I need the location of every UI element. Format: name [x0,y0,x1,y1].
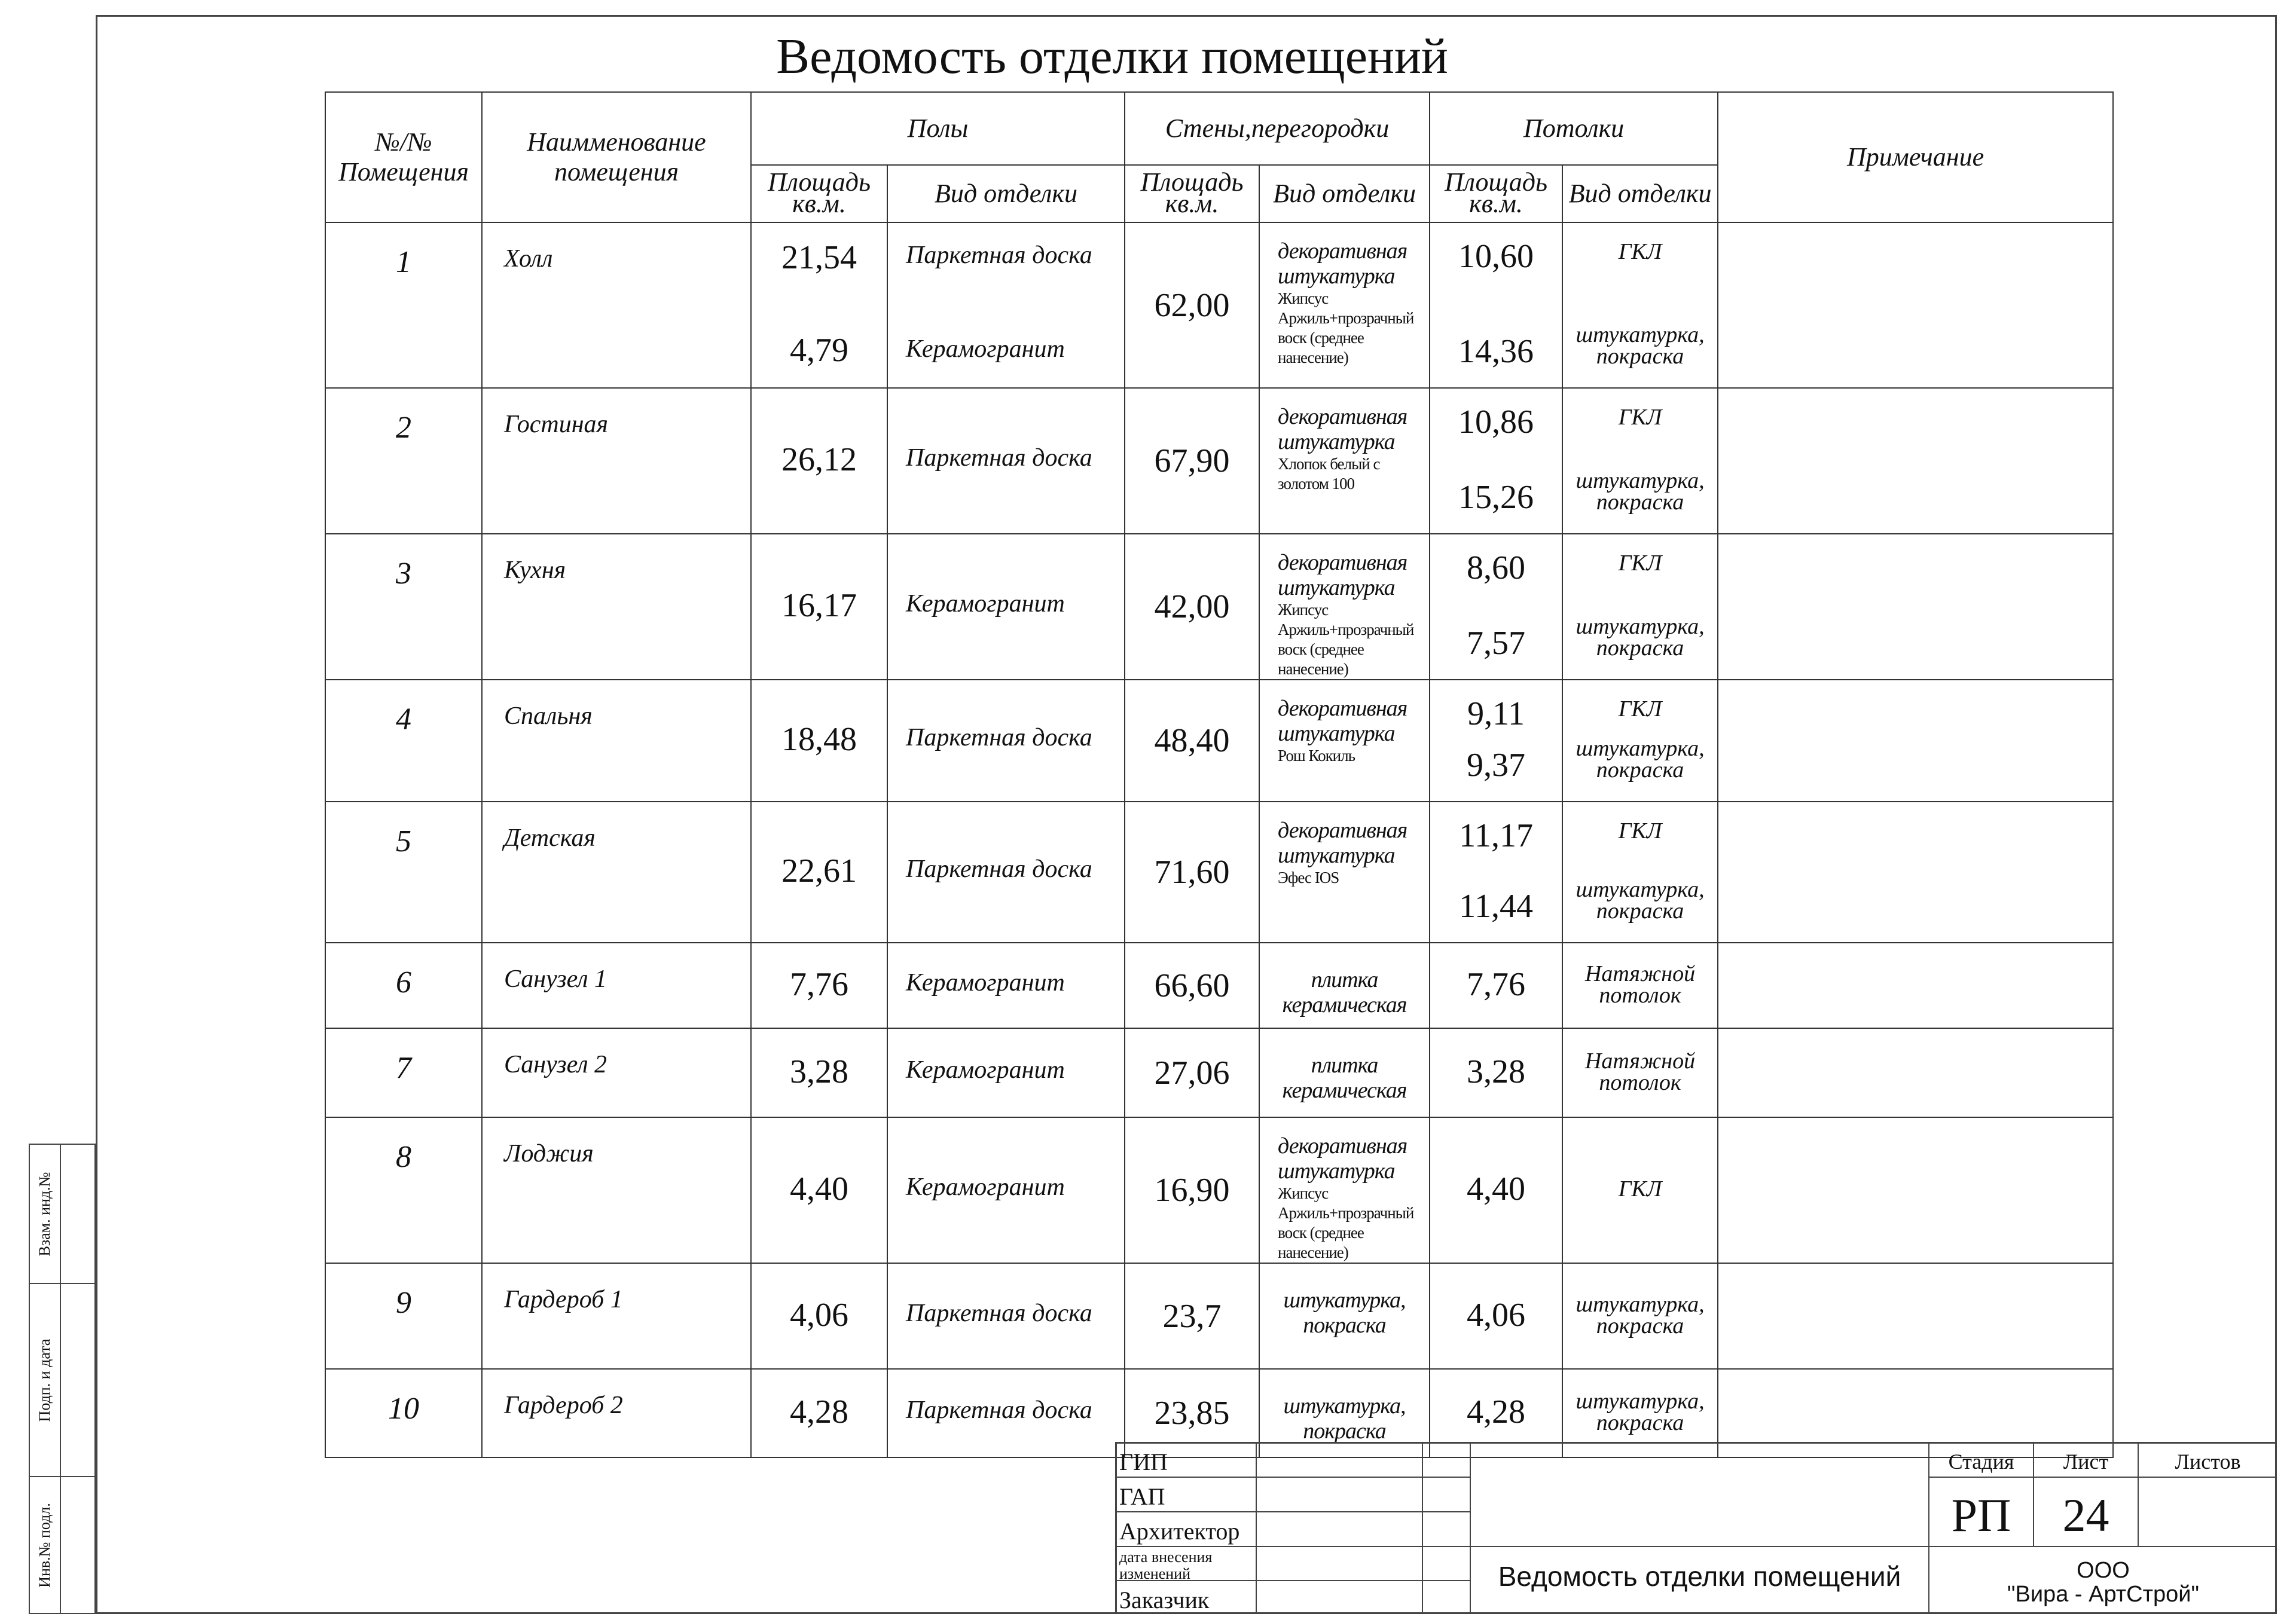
wall-finish [1259,388,1430,534]
floor-finish [887,388,1125,534]
ceiling-area-item: 11,44 [1459,888,1533,925]
row-number: 6 [325,943,482,1028]
floor-area [751,680,887,802]
floor-finish [887,1263,1125,1369]
stamp-role-customer: Заказчик [1119,1587,1210,1613]
table-row [325,943,2113,1028]
ceiling-finish-item: штукатурка, покраска [1576,322,1705,369]
side-box-sign [29,1283,96,1477]
table-row [325,1117,2113,1263]
room-name: Санузел 1 [482,943,751,1028]
header-ceilings: Потолки [1430,92,1718,165]
floor-area [751,222,887,388]
ceiling-finish [1562,680,1718,802]
header-wall-finish: Вид отделки [1259,165,1430,222]
row-number: 7 [325,1028,482,1117]
row-note [1718,534,2113,680]
wall-finish-label: декоративная штукатурка [1278,696,1407,746]
wall-finish-label: штукатурка, покраска [1283,1288,1406,1338]
row-number: 8 [325,1117,482,1263]
row-note [1718,1028,2113,1117]
floor-area-item: 4,28 [790,1393,848,1431]
room-name: Спальня [482,680,751,802]
row-number: 4 [325,680,482,802]
room-name: Кухня [482,534,751,680]
row-note [1718,222,2113,388]
floor-finish [887,222,1125,388]
row-note [1718,680,2113,802]
stamp-sheets-label: Листов [2175,1450,2241,1474]
ceiling-area-item: 8,60 [1467,549,1526,586]
floor-finish-item: Керамогранит [906,590,1065,618]
wall-area: 71,60 [1125,802,1259,943]
wall-area: 67,90 [1125,388,1259,534]
wall-finish-label: декоративная штукатурка [1278,550,1407,600]
stamp-role-changes: дата внесения изменений [1119,1548,1213,1582]
wall-finish [1259,680,1430,802]
floor-area-item: 21,54 [781,239,857,276]
floor-finish [887,943,1125,1028]
ceiling-finish-item: штукатурка, покраска [1576,877,1705,924]
ceiling-area [1430,222,1562,388]
table-row [325,802,2113,943]
row-note [1718,1117,2113,1263]
floor-finish [887,534,1125,680]
floor-area [751,802,887,943]
stamp-sheet: 24 [2062,1489,2109,1541]
table-row [325,534,2113,680]
stamp-role-gip: ГИП [1119,1448,1168,1475]
wall-area: 16,90 [1125,1117,1259,1263]
ceiling-finish-item: штукатурка, покраска [1576,614,1705,661]
room-name: Холл [482,222,751,388]
header-ceil-finish: Вид отделки [1562,165,1718,222]
ceiling-finish-item: штукатурка, покраска [1576,468,1705,515]
floor-area-item: 18,48 [781,721,857,758]
wall-finish-label: штукатурка, покраска [1283,1393,1406,1444]
wall-finish-label: декоративная штукатурка [1278,1133,1407,1184]
ceiling-area-item: 4,28 [1467,1393,1526,1431]
floor-area [751,1117,887,1263]
row-note [1718,1263,2113,1369]
stamp-company-line2: "Вира - АртСтрой" [2007,1582,2199,1607]
ceiling-finish [1562,534,1718,680]
wall-finish-product: Рош Кокиль [1278,747,1355,765]
wall-finish [1259,222,1430,388]
floor-finish-item: Паркетная доска [906,724,1092,751]
wall-finish-label: декоративная штукатурка [1278,239,1407,289]
row-number: 5 [325,802,482,943]
row-note [1718,943,2113,1028]
floor-finish [887,1117,1125,1263]
row-note [1718,802,2113,943]
table-row [325,680,2113,802]
ceiling-area-item: 4,40 [1467,1170,1526,1208]
row-number: 10 [325,1369,482,1457]
floor-area-item: 22,61 [781,852,857,890]
floor-finish-item: Керамогранит [906,968,1065,997]
ceiling-finish-item: ГКЛ [1618,1176,1662,1202]
ceiling-finish-item: ГКЛ [1618,239,1662,264]
ceiling-finish [1562,943,1718,1028]
floor-finish [887,1369,1125,1457]
header-num: №/№ Помещения [325,92,482,222]
stamp-stage: РП [1951,1489,2011,1541]
ceiling-area-item: 11,17 [1459,817,1533,854]
ceiling-area-item: 15,26 [1458,479,1534,516]
wall-finish [1259,1263,1430,1369]
floor-finish [887,802,1125,943]
ceiling-area-item: 4,06 [1467,1296,1526,1334]
finish-schedule-table [325,91,2114,1458]
header-note: Примечание [1718,92,2113,222]
wall-area: 48,40 [1125,680,1259,802]
header-floors: Полы [751,92,1125,165]
ceiling-finish-item: штукатурка, покраска [1576,1389,1705,1435]
ceiling-area-item: 10,60 [1458,238,1534,275]
room-name: Санузел 2 [482,1028,751,1117]
floor-finish-item: Керамогранит [906,335,1065,363]
floor-area [751,388,887,534]
header-ceil-area: Площадь кв.м. [1430,165,1562,222]
ceiling-area [1430,388,1562,534]
ceiling-finish-item: ГКЛ [1618,551,1662,576]
stamp-role-gap: ГАП [1119,1483,1165,1510]
floor-finish-item: Паркетная доска [906,242,1092,269]
floor-area [751,1263,887,1369]
floor-finish [887,680,1125,802]
stamp-sheet-label: Лист [2063,1450,2109,1474]
ceiling-area-item: 10,86 [1458,404,1534,441]
wall-finish [1259,1117,1430,1263]
header-name: Наимменование помещения [482,92,751,222]
wall-finish [1259,534,1430,680]
floor-area-item: 4,79 [790,332,848,369]
floor-area [751,1028,887,1117]
side-label-sign: Подп. и дата [36,1338,53,1422]
floor-finish-item: Паркетная доска [906,1299,1092,1327]
ceiling-finish-item: штукатурка, покраска [1576,1291,1705,1338]
floor-finish-item: Керамогранит [906,1056,1065,1084]
ceiling-finish-item: Натяжной потолок [1584,961,1696,1008]
ceiling-finish-item: Натяжной потолок [1584,1048,1696,1095]
ceiling-area-item: 9,11 [1467,695,1525,732]
ceiling-finish-item: штукатурка, покраска [1576,736,1705,783]
floor-finish [887,1028,1125,1117]
side-box-ref [29,1144,96,1284]
wall-finish-label: плитка керамическая [1282,967,1407,1017]
row-number: 1 [325,222,482,388]
header-wall-area: Площадь кв.м. [1125,165,1259,222]
floor-area-item: 16,17 [781,587,857,624]
wall-finish-product: Жипсус Аржиль+прозрачный воск (среднее нанесение) [1278,601,1414,678]
ceiling-area [1430,802,1562,943]
stamp-role-architect: Архитектор [1119,1518,1240,1545]
ceiling-area [1430,1117,1562,1263]
ceiling-finish-item: ГКЛ [1618,818,1662,843]
header-walls: Стены,перегородки [1125,92,1430,165]
row-number: 9 [325,1263,482,1369]
table-row [325,1263,2113,1369]
floor-area [751,943,887,1028]
wall-area: 62,00 [1125,222,1259,388]
floor-area-item: 4,40 [790,1170,848,1208]
table-row [325,222,2113,388]
wall-finish-label: плитка керамическая [1282,1053,1407,1103]
ceiling-finish-item: ГКЛ [1618,405,1662,430]
ceiling-area-item: 14,36 [1458,333,1534,370]
floor-finish-item: Керамогранит [906,1173,1065,1201]
side-box-inv [29,1476,96,1614]
wall-area: 23,85 [1125,1369,1259,1457]
wall-finish-product: Жипсус Аржиль+прозрачный воск (среднее нанесение) [1278,1184,1414,1261]
wall-finish-label: декоративная штукатурка [1278,404,1407,454]
wall-finish [1259,802,1430,943]
side-label-ref: Взам. инд.№ [36,1172,53,1256]
ceiling-finish [1562,1028,1718,1117]
wall-area: 23,7 [1125,1263,1259,1369]
wall-finish-product: Жипсус Аржиль+прозрачный воск (среднее нанесение) [1278,289,1414,366]
ceiling-area-item: 3,28 [1467,1053,1526,1090]
floor-area-item: 7,76 [790,965,848,1003]
row-note [1718,388,2113,534]
ceiling-finish [1562,1263,1718,1369]
floor-finish-item: Паркетная доска [906,1396,1092,1424]
row-number: 3 [325,534,482,680]
ceiling-area [1430,1028,1562,1117]
header-floor-area: Площадь кв.м. [751,165,887,222]
ceiling-area-item: 7,76 [1467,965,1526,1003]
stamp-company-line1: ООО [2077,1558,2130,1583]
ceiling-area [1430,943,1562,1028]
side-label-inv: Инв.№ подл. [36,1502,53,1588]
wall-finish-product: Хлопок белый с золотом 100 [1278,455,1380,493]
header-floor-finish: Вид отделки [887,165,1125,222]
ceiling-area-item: 7,57 [1467,625,1526,662]
wall-area: 42,00 [1125,534,1259,680]
wall-finish [1259,943,1430,1028]
floor-area-item: 26,12 [781,441,857,478]
ceiling-area-item: 9,37 [1467,747,1526,784]
floor-finish-item: Паркетная доска [906,855,1092,883]
page-title: Ведомость отделки помещений [776,29,1448,84]
row-number: 2 [325,388,482,534]
ceiling-area [1430,1263,1562,1369]
stamp-doc-title: Ведомость отделки помещений [1498,1561,1901,1592]
floor-area [751,534,887,680]
wall-finish-label: декоративная штукатурка [1278,818,1407,868]
room-name: Детская [482,802,751,943]
ceiling-finish-item: ГКЛ [1618,696,1662,722]
ceiling-finish [1562,222,1718,388]
table-row [325,388,2113,534]
ceiling-area [1430,534,1562,680]
floor-area [751,1369,887,1457]
stamp-stage-label: Стадия [1948,1450,2014,1474]
floor-area-item: 3,28 [790,1053,848,1090]
ceiling-area [1430,680,1562,802]
floor-area-item: 4,06 [790,1296,848,1334]
wall-area: 27,06 [1125,1028,1259,1117]
wall-finish [1259,1028,1430,1117]
ceiling-finish [1562,802,1718,943]
room-name: Гостиная [482,388,751,534]
ceiling-finish [1562,388,1718,534]
room-name: Лоджия [482,1117,751,1263]
room-name: Гардероб 1 [482,1263,751,1369]
wall-area: 66,60 [1125,943,1259,1028]
floor-finish-item: Паркетная доска [906,444,1092,472]
wall-finish-product: Эфес IOS [1278,869,1339,887]
stamp-company [1929,1558,2277,1606]
room-name: Гардероб 2 [482,1369,751,1457]
ceiling-finish [1562,1117,1718,1263]
table-row [325,1028,2113,1117]
